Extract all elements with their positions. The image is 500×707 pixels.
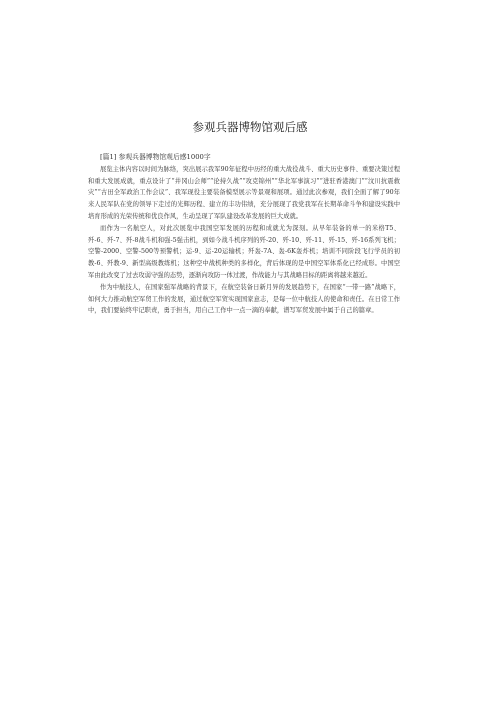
document-title: 参观兵器博物馆观后感 [192, 120, 308, 134]
paragraph-1: 展览主体内容以时间为脉络，突出展示我军90年征程中历经的重大战役战斗、重大历史事件、重要决策过程和重大发展成就，重点设计了“井冈山会师”“论持久战”“攻克锦州”“华北军事演习”“进驻香港澳门”“汶川抗震救灾”“古田全军政治工作会议”、我军现役主要装备模型展示等景观和展项。通过此次参观，我们全面了解了90年来人民军队在党的领导下走过的光辉历程、建立的丰功伟绩，充分展现了我党我军在长期革命斗争和建设实践中培育形成的光荣传统和优良作风，生动呈现了军队建设改革发展的巨大成就。 [88, 165, 400, 220]
document-body [88, 152, 400, 317]
paragraph-3: 作为中航技人，在国家强军战略的背景下，在航空装备日新月异的发展趋势下，在国家“一带一路”战略下，如何大力推动航空军贸工作的发展，通过航空军贸实现国家意志，是每一位中航技人的使命和责任。在日常工作中，我们要始终牢记职责，勇于担当，用自己工作中一点一滴的奉献，谱写军贸发展中属于自己的篇章。 [88, 283, 400, 315]
paragraph-2: 而作为一名航空人，对此次展览中我国空军发展的历程和成就尤为深刻。从早年装备的单一的米格T5、歼-6、歼-7、歼-8战斗机和强-5强击机，到如今战斗机序列的歼-20、歼-10、歼-11、歼-15、歼-16系列飞机；空警-2000、空警-500等预警机；运-9、运-20运输机；歼轰-7A、轰-6K轰炸机；培训不同阶段飞行学员的初教-6、歼教-9、新型高级教练机；这种空中战机种类的多样化，背后体现的是中国空军体系化已经成形。中国空军由此改变了过去攻弱守强的态势，逐渐向攻防一体过渡，作战能力与其战略目标的距离将越来越近。 [88, 224, 400, 279]
article-heading: [篇1] 参观兵器博物馆观后感1000字 [100, 153, 211, 161]
